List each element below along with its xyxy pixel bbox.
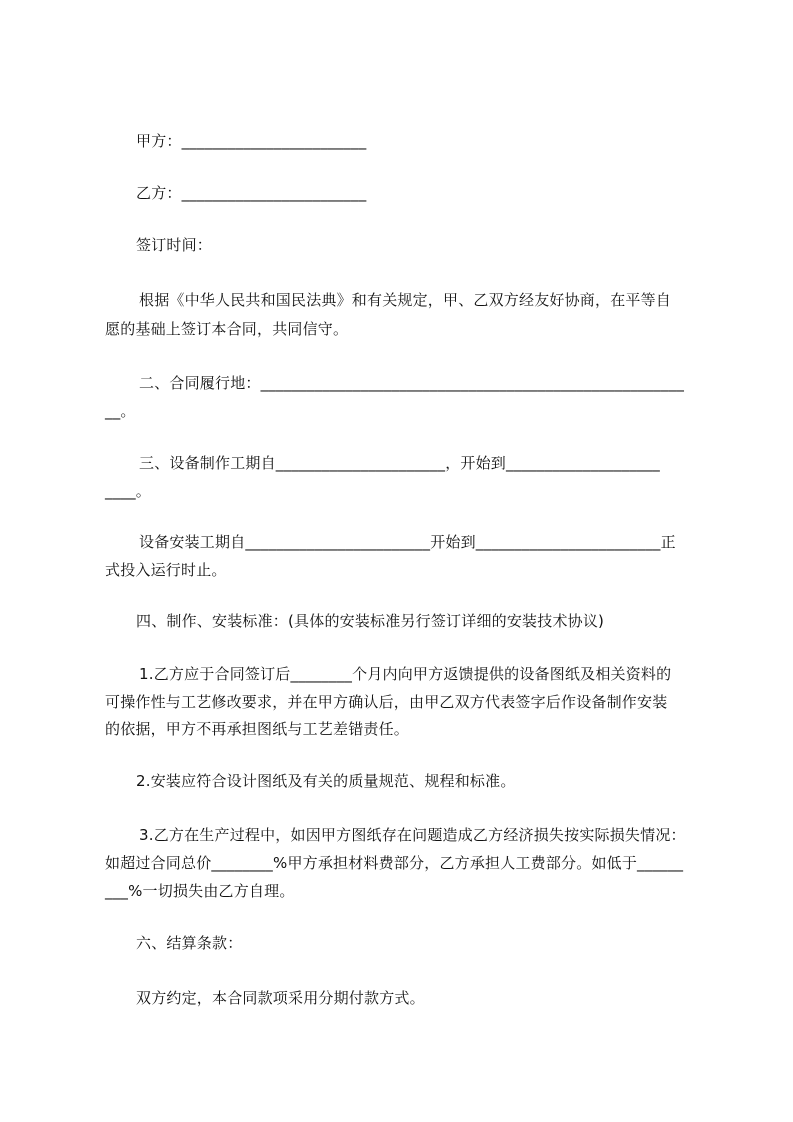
item-3-line-1: 3.乙方在生产过程中，如因甲方图纸存在问题造成乙方经济损失按实际损失情况： xyxy=(139,826,686,844)
item-1-line-1: 1.乙方应于合同签订后________个月内向甲方返馈提供的设备图纸及相关资料的 xyxy=(139,665,672,683)
item-3-line-3: ___%一切损失由乙方自理。 xyxy=(105,882,295,900)
section-4-heading: 四、制作、安装标准：(具体的安装标准另行签订详细的安装技术协议) xyxy=(136,612,605,630)
intro-paragraph-line-2: 愿的基础上签订本合同，共同信守。 xyxy=(105,320,349,338)
install-period-line-2: 式投入运行时止。 xyxy=(105,561,227,579)
item-2-line-1: 2.安装应符合设计图纸及有关的质量规范、规程和标准。 xyxy=(136,772,516,790)
item-3-line-2: 如超过合同总价________%甲方承担材料费部分，乙方承担人工费部分。如低于______ xyxy=(105,854,684,872)
install-period-line-1: 设备安装工期自________________________开始到________________________正 xyxy=(139,533,676,551)
section-2-line-1: 二、合同履行地：_______________________________________________________ xyxy=(139,374,685,392)
section-3-line-2: ____。 xyxy=(105,482,152,500)
sign-time-line: 签订时间： xyxy=(136,236,213,254)
party-a-line: 甲方：________________________ xyxy=(136,132,367,150)
section-6-heading: 六、结算条款： xyxy=(136,934,243,952)
section-2-line-2: __。 xyxy=(105,402,136,420)
item-1-line-3: 的依据，甲方不再承担图纸与工艺差错责任。 xyxy=(105,720,410,738)
intro-paragraph-line-1: 根据《中华人民共和国民法典》和有关规定，甲、乙双方经友好协商，在平等自 xyxy=(139,291,672,309)
section-6-line-1: 双方约定，本合同款项采用分期付款方式。 xyxy=(136,989,425,1007)
party-b-line: 乙方：________________________ xyxy=(136,184,367,202)
section-3-line-1: 三、设备制作工期自______________________，开始到____________________ xyxy=(139,454,661,472)
item-1-line-2: 可操作性与工艺修改要求，并在甲方确认后，由甲乙双方代表签字后作设备制作安装 xyxy=(105,693,668,711)
